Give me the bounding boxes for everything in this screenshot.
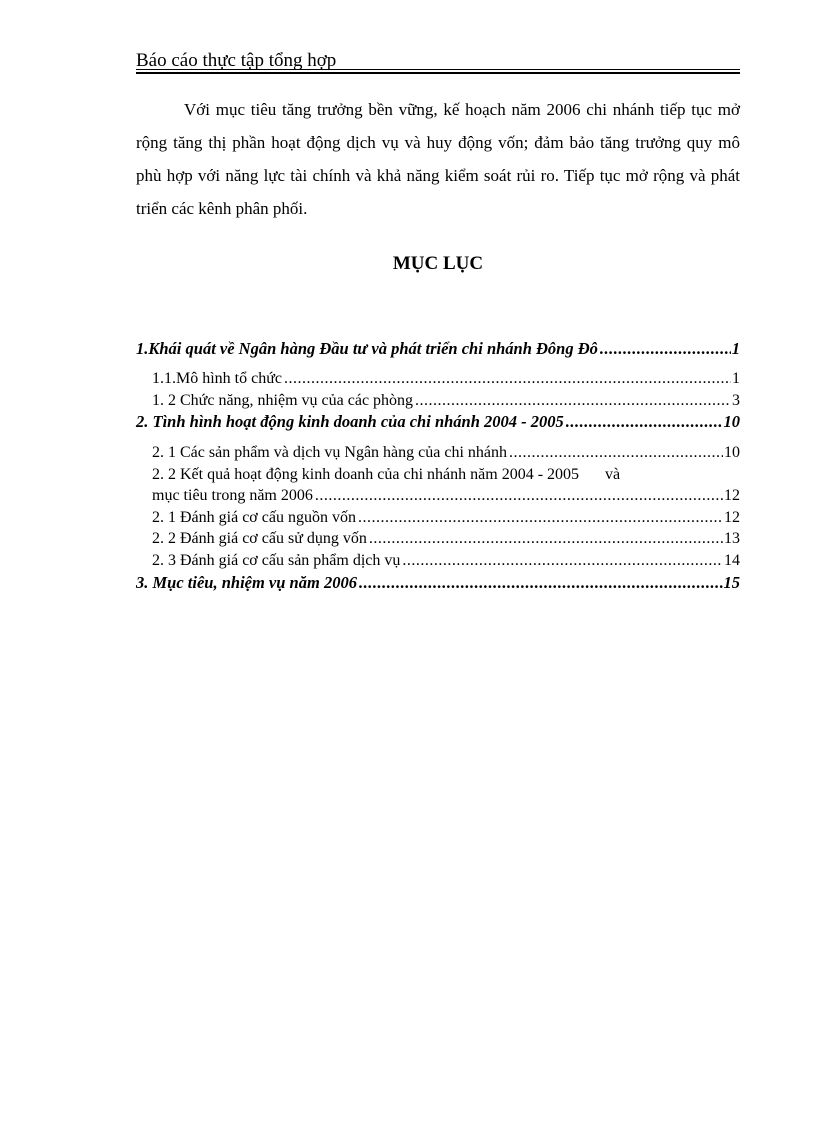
- toc-entry[interactable]: [136, 391, 740, 411]
- toc-entry[interactable]: [136, 573, 740, 593]
- toc-entry-label: 2. Tình hình hoạt động kinh doanh của chi nhánh 2004 - 2005: [136, 412, 564, 431]
- page-header: [136, 48, 740, 74]
- toc-entry-label: 2. 1 Đánh giá cơ cấu nguồn vốn: [152, 509, 356, 526]
- toc-entry-page: 3: [732, 392, 740, 409]
- toc-leader: [358, 508, 723, 528]
- toc-entry-page: 13: [724, 530, 740, 547]
- toc-heading: MỤC LỤC: [392, 253, 484, 274]
- toc-entry[interactable]: [136, 412, 740, 432]
- toc-entry-page: 15: [723, 573, 740, 592]
- toc-entry-label: 1.Khái quát về Ngân hàng Đầu tư và phát triển chi nhánh Đông Đô: [136, 339, 598, 358]
- toc-entry[interactable]: [136, 529, 740, 549]
- toc-leader: [402, 551, 723, 571]
- toc-entry-multiline[interactable]: [152, 465, 740, 485]
- header-rule-thick: [136, 72, 740, 74]
- header-title: Báo cáo thực tập tổng hợp: [136, 50, 337, 71]
- toc-entry[interactable]: [136, 486, 740, 506]
- toc-leader: [369, 529, 723, 549]
- toc-entry-label: 1. 2 Chức năng, nhiệm vụ của các phòng: [152, 392, 414, 409]
- toc-leader: [566, 412, 723, 432]
- toc-leader: [415, 391, 731, 411]
- header-rule: [136, 69, 740, 70]
- toc-entry[interactable]: [136, 369, 740, 389]
- toc-entry[interactable]: [136, 551, 740, 571]
- toc-entry-label: mục tiêu trong năm 2006: [152, 487, 313, 504]
- toc-entry-page: 10: [724, 444, 740, 461]
- toc-entry-label: 2. 2 Kết quả hoạt động kinh doanh của chi nhánh năm 2004 - 2005: [152, 466, 580, 483]
- toc-entry-page: 12: [724, 487, 740, 504]
- toc-entry-page: 1: [732, 370, 740, 387]
- toc-entry-label-tail: và: [605, 466, 621, 483]
- intro-paragraph: Với mục tiêu tăng trưởng bền vững, kế hoạch năm 2006 chi nhánh tiếp tục mở rộng tăng thị phần hoạt động dịch vụ và huy động vốn; đảm bảo tăng trưởng quy mô phù hợp với năng lực tài chính và khả năng kiểm soát rủi ro. Tiếp tục mở rộng và phát triển các kênh phân phối.: [136, 100, 740, 218]
- toc-entry-page: 10: [723, 412, 740, 431]
- toc-leader: [509, 443, 723, 463]
- toc-entry-page: 14: [724, 552, 740, 569]
- toc-leader: [284, 369, 731, 389]
- toc-entry-label: 3. Mục tiêu, nhiệm vụ năm 2006: [136, 573, 357, 592]
- toc-entry-label: 2. 2 Đánh giá cơ cấu sử dụng vốn: [152, 530, 367, 547]
- toc-entry-page: 1: [731, 339, 740, 358]
- toc-entry[interactable]: [136, 508, 740, 528]
- toc-leader: [359, 573, 723, 593]
- toc-entry[interactable]: [136, 443, 740, 463]
- toc-leader: [600, 339, 731, 359]
- toc-entry-page: 12: [724, 509, 740, 526]
- toc-entry-line: [152, 465, 740, 485]
- toc-entry-label: 1.1.Mô hình tổ chức: [152, 370, 282, 387]
- toc-leader: [315, 486, 723, 506]
- toc-entry-label: 2. 1 Các sản phẩm và dịch vụ Ngân hàng của chi nhánh: [152, 444, 508, 461]
- toc-entry-label: 2. 3 Đánh giá cơ cấu sản phẩm dịch vụ: [152, 552, 401, 569]
- toc-entry[interactable]: [136, 339, 740, 359]
